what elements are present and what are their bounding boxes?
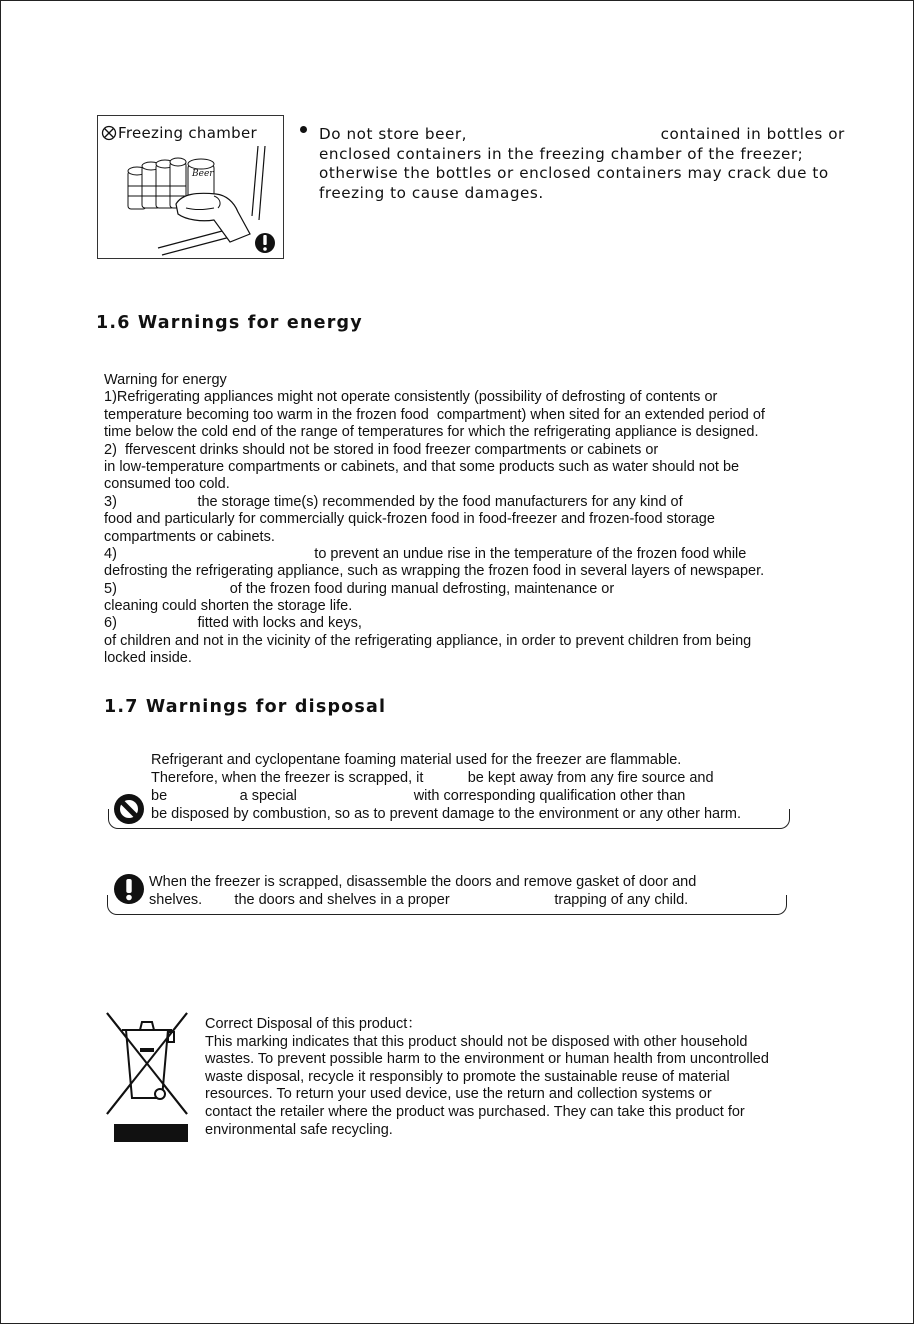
freezer-storage-note bbox=[319, 125, 845, 203]
disposal-line: Therefore, when the freezer is scrapped, it be kept away from any fire source and bbox=[151, 770, 714, 786]
weee-line: This marking indicates that this product should not be disposed with other household bbox=[205, 1033, 748, 1050]
warning-box-bracket bbox=[107, 895, 787, 915]
prohibited-icon bbox=[113, 793, 145, 825]
note-line: otherwise the bottles or enclosed containers may crack due to bbox=[319, 164, 829, 182]
disposal-line: shelves. the doors and shelves in a proper trapping of any child. bbox=[149, 892, 689, 908]
warning-box-bracket bbox=[108, 809, 790, 829]
energy-line: defrosting the refrigerating appliance, such as wrapping the frozen food in several layers of newspaper. bbox=[104, 563, 765, 580]
bullet-icon bbox=[300, 126, 307, 133]
disposal-line: When the freezer is scrapped, disassemble the doors and remove gasket of door and bbox=[149, 874, 697, 890]
section-heading-energy: 1.6 Warnings for energy bbox=[96, 313, 363, 333]
exclamation-icon bbox=[113, 873, 145, 905]
energy-line: 1)Refrigerating appliances might not operate consistently (possibility of defrosting of contents or bbox=[104, 389, 718, 406]
energy-line: 2) ffervescent drinks should not be stored in food freezer compartments or cabinets or bbox=[104, 441, 659, 458]
note-line: freezing to cause damages. bbox=[319, 183, 544, 202]
freezing-chamber-illustration bbox=[97, 115, 284, 259]
energy-line: food and particularly for commercially quick-frozen food in food-freezer and frozen-food storage bbox=[104, 511, 715, 528]
disposal-line: Refrigerant and cyclopentane foaming material used for the freezer are flammable. bbox=[151, 752, 682, 768]
note-line: Do not store beer, contained in bottles or bbox=[319, 125, 845, 143]
energy-line: compartments or cabinets. bbox=[104, 528, 275, 545]
weee-disposal-text bbox=[205, 1016, 855, 1139]
energy-line: 5) of the frozen food during manual defrosting, maintenance or bbox=[104, 580, 615, 597]
energy-line: Warning for energy bbox=[104, 372, 227, 388]
energy-line: locked inside. bbox=[104, 650, 192, 667]
energy-line: 3) the storage time(s) recommended by the food manufacturers for any kind of bbox=[104, 493, 683, 510]
weee-line: Correct Disposal of this product： bbox=[205, 1016, 422, 1032]
energy-warnings-text bbox=[104, 372, 904, 668]
forbidden-circle-icon bbox=[101, 125, 117, 141]
energy-line: consumed too cold. bbox=[104, 476, 230, 493]
freezing-chamber-label: Freezing chamber bbox=[118, 124, 257, 142]
energy-line: time below the cold end of the range of temperatures for which the refrigerating appliance is designed. bbox=[104, 424, 759, 441]
weee-line: contact the retailer where the product was purchased. They can take this product for bbox=[205, 1103, 745, 1120]
energy-line: temperature becoming too warm in the frozen food compartment) when sited for an extended period of bbox=[104, 406, 765, 423]
weee-line: waste disposal, recycle it responsibly to promote the sustainable reuse of material bbox=[205, 1068, 730, 1085]
energy-line: cleaning could shorten the storage life. bbox=[104, 598, 353, 615]
energy-line: in low-temperature compartments or cabinets, and that some products such as water should not be bbox=[104, 458, 740, 475]
energy-line: of children and not in the vicinity of the refrigerating appliance, in order to prevent children from being bbox=[104, 632, 752, 649]
beer-can-label: Beer bbox=[192, 169, 214, 179]
weee-line: wastes. To prevent possible harm to the environment or human health from uncontrolled bbox=[205, 1051, 769, 1068]
section-heading-disposal: 1.7 Warnings for disposal bbox=[104, 697, 387, 717]
weee-line: environmental safe recycling. bbox=[205, 1121, 393, 1138]
crossed-out-wheelie-bin-icon bbox=[104, 1010, 190, 1145]
disposal-line: be a special with corresponding qualification other than bbox=[151, 788, 686, 804]
disposal-line: be disposed by combustion, so as to prevent damage to the environment or any other harm. bbox=[151, 806, 742, 822]
energy-line: 4) to prevent an undue rise in the temperature of the frozen food while bbox=[104, 545, 747, 562]
note-line: enclosed containers in the freezing chamber of the freezer; bbox=[319, 144, 804, 163]
weee-line: resources. To return your used device, use the return and collection systems or bbox=[205, 1086, 712, 1103]
energy-line: 6) fitted with locks and keys, bbox=[104, 615, 362, 632]
